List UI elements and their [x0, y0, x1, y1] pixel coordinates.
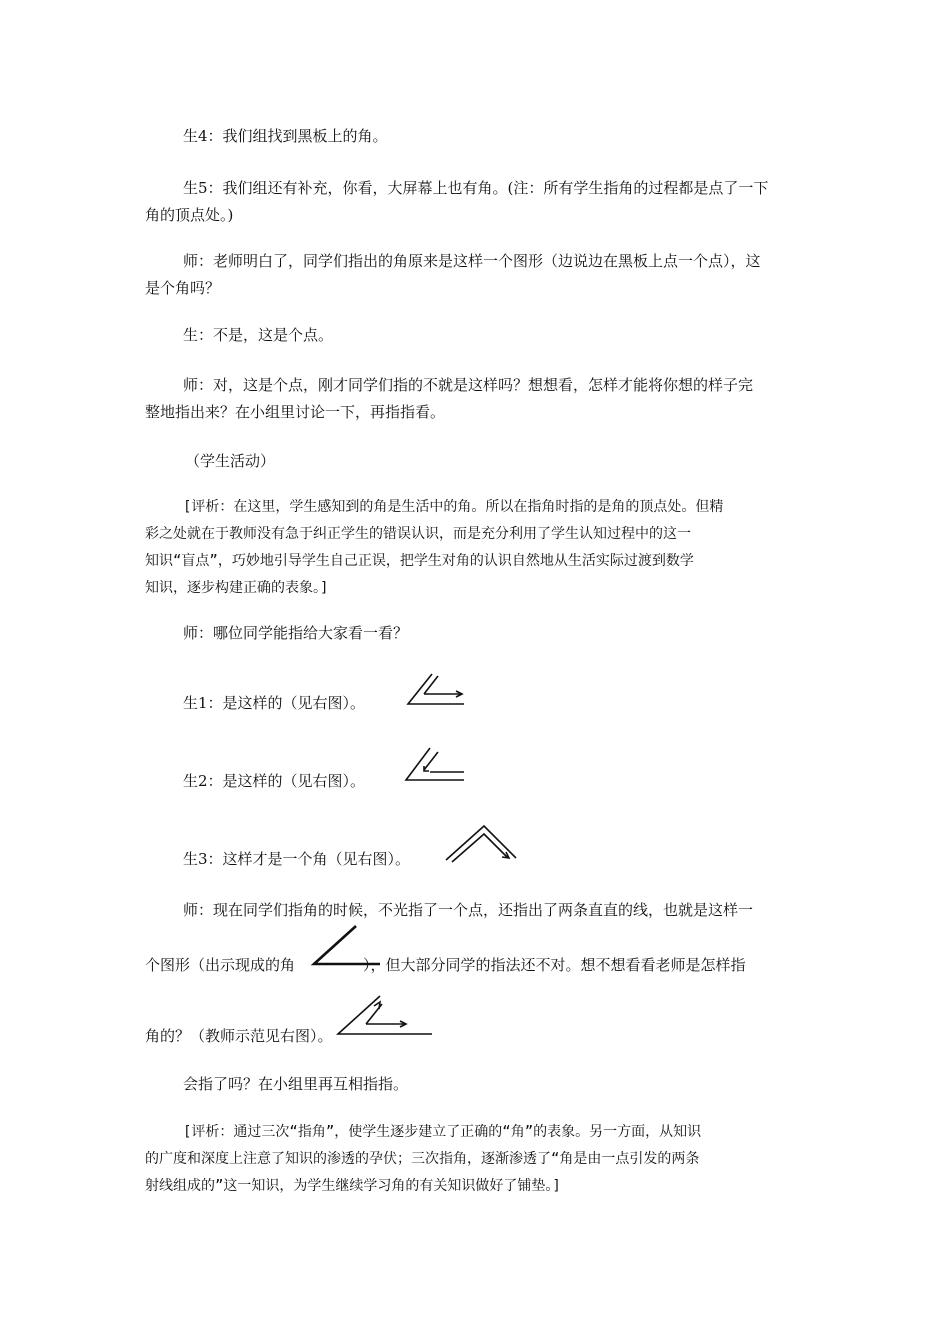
paragraph-teacher3: 师：哪位同学能指给大家看一看？	[183, 624, 409, 642]
paragraph-teacher-demo: 角的？（教师示范见右图）。	[145, 1027, 333, 1045]
angle-figure-student2	[404, 746, 468, 784]
paragraph-student3: 生3：这样才是一个角（见右图）。	[183, 850, 411, 868]
paragraph-comment1: [评析：在这里，学生感知到的角是生活中的角。所以在指角时指的是角的顶点处。但精 彩之处就在于教师没有急于纠正学生的错误认识，而是充分利用了学生认知过程中的这一 知识“盲点”，巧妙地引导学生自己正误，把学生对角的认识自然地从生活实际过渡到数学 知识，逐步构建正确的表象。]	[145, 499, 724, 596]
angle-figure-student1-pointer	[424, 676, 438, 694]
angle-figure-student3	[444, 824, 520, 864]
angle-figure-student1	[404, 672, 468, 708]
angle-figure-ready-made	[310, 922, 382, 968]
angle-figure-student2-sides	[406, 748, 464, 780]
paragraph-student1: 生1：是这样的（见右图）。	[183, 694, 366, 712]
paragraph-teacher1: 师：老师明白了，同学们指出的角原来是这样一个图形（边说边在黑板上点一个点），这 是个角吗？	[145, 252, 761, 297]
angle-figure-teacher-demo-arrowhead-top	[374, 1002, 380, 1009]
angle-figure-ready-made-sides	[314, 926, 380, 964]
paragraph-teacher4-cont: 个图形（出示现成的角 ），但大部分同学的指法还不对。想不想看看老师是怎样指	[145, 956, 746, 974]
paragraph-student2: 生2：是这样的（见右图）。	[183, 772, 366, 790]
angle-figure-teacher-demo-sides	[338, 996, 432, 1034]
paragraph-student-answer: 生：不是，这是个点。	[183, 326, 334, 344]
angle-figure-teacher-demo	[334, 994, 434, 1038]
angle-figure-student2-pointer	[424, 752, 438, 770]
paragraph-activity: （学生活动）	[185, 452, 276, 470]
paragraph-student5: 生5：我们组还有补充，你看，大屏幕上也有角。(注：所有学生指角的过程都是点了一下 角的顶点处。)	[145, 179, 769, 224]
paragraph-comment2: [评析：通过三次“指角”，使学生逐步建立了正确的“角”的表象。另一方面，从知识 的广度和深度上注意了知识的渗透的孕伏；三次指角，逐渐渗透了“角是由一点引发的两条 射线组成的”这一知识，为学生继续学习角的有关知识做好了铺垫。]	[145, 1124, 702, 1194]
paragraph-practice: 会指了吗？在小组里再互相指指。	[183, 1075, 409, 1093]
paragraph-teacher4: 师：现在同学们指角的时候，不光指了一个点，还指出了两条直直的线，也就是这样一	[183, 901, 754, 919]
paragraph-student4: 生4：我们组找到黑板上的角。	[183, 127, 388, 145]
paragraph-teacher2: 师：对，这是个点，刚才同学们指的不就是这样吗？想想看，怎样才能将你想的样子完 整地指出来？在小组里讨论一下，再指指看。	[145, 376, 754, 421]
